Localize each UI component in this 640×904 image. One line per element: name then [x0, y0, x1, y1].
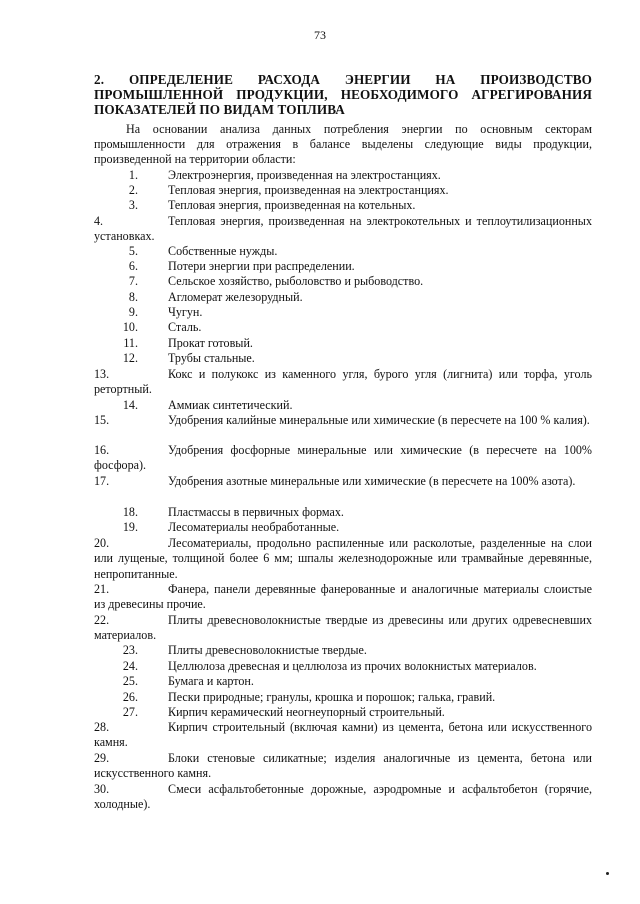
list-item-number: 12. [122, 351, 138, 365]
list-item-text: Кирпич строительный (включая камни) из цемента, бетона или искусственного камня. [94, 720, 592, 750]
intro-paragraph: На основании анализа данных потребления энергии по основным секторам промышленности для отражения в балансе выделены следующие виды продукции, произведенной на территории области: [94, 122, 592, 166]
list-item-number: 14. [122, 398, 138, 412]
list-item-number: 26. [122, 690, 138, 704]
list-item [94, 659, 592, 674]
list-item-text: Лесоматериалы необработанные. [168, 520, 340, 534]
list-item [94, 320, 592, 335]
list-item [94, 244, 592, 259]
list-item-number: 29. [94, 751, 110, 765]
list-item [94, 398, 592, 413]
list-item [94, 613, 592, 644]
list-item [94, 351, 592, 366]
list-item-number: 20. [94, 536, 110, 550]
list-item-text: Потери энергии при распределении. [168, 259, 355, 273]
list-item-number: 17. [94, 474, 110, 488]
list-item-text: Удобрения фосфорные минеральные или химические (в пересчете на 100% фосфора). [94, 443, 592, 473]
list-item [94, 168, 592, 183]
list-item-number: 28. [94, 720, 110, 734]
list-item-text: Целлюлоза древесная и целлюлоза из прочих волокнистых материалов. [168, 659, 537, 673]
list-item [94, 690, 592, 705]
scan-speck [606, 872, 609, 875]
list-item-text: Пластмассы в первичных формах. [168, 505, 344, 519]
list-item [94, 705, 592, 720]
list-item-text: Блоки стеновые силикатные; изделия аналогичные из цемента, бетона или искусственного камня. [94, 751, 592, 781]
list-item-number: 25. [122, 674, 138, 688]
list-item-number: 9. [128, 305, 138, 319]
list-item [94, 290, 592, 305]
list-item-number: 8. [128, 290, 138, 304]
list-item-number: 13. [94, 367, 110, 381]
list-item-number: 1. [128, 168, 138, 182]
list-item [94, 305, 592, 320]
list-item [94, 474, 592, 489]
list-item-text: Пески природные; гранулы, крошка и порошок; галька, гравий. [168, 690, 496, 704]
list-item-text: Бумага и картон. [168, 674, 254, 688]
list-item-number: 21. [94, 582, 110, 596]
list-item-number: 7. [128, 274, 138, 288]
list-item [94, 582, 592, 613]
list-item [94, 259, 592, 274]
list-item-number: 10. [122, 320, 138, 334]
list-item-number: 11. [123, 336, 138, 350]
list-item-text: Чугун. [168, 305, 203, 319]
list-item-text: Прокат готовый. [168, 336, 253, 350]
list-item-number: 16. [94, 443, 110, 457]
list-item-number: 3. [128, 198, 138, 212]
list-item [94, 674, 592, 689]
list-item-number: 23. [122, 643, 138, 657]
list-item-number: 15. [94, 413, 110, 427]
list-item-text: Электроэнергия, произведенная на электростанциях. [168, 168, 441, 182]
list-item [94, 643, 592, 658]
list-item-text: Аммиак синтетический. [168, 398, 293, 412]
list-item-number: 5. [128, 244, 138, 258]
list-item-number: 19. [122, 520, 138, 534]
list-item-text: Тепловая энергия, произведенная на котельных. [168, 198, 416, 212]
list-item [94, 336, 592, 351]
list-item-text: Смеси асфальтобетонные дорожные, аэродромные и асфальтобетон (горячие, холодные). [94, 782, 592, 812]
list-item [94, 413, 592, 428]
list-item [94, 274, 592, 289]
list-item-text: Плиты древесноволокнистые твердые. [168, 643, 367, 657]
list-item-number: 6. [128, 259, 138, 273]
list-item-number: 27. [122, 705, 138, 719]
list-item [94, 443, 592, 474]
list-item [94, 720, 592, 751]
list-item [94, 536, 592, 582]
list-item-text: Тепловая энергия, произведенная на электрокотельных и теплоутилизационных установках. [94, 214, 592, 244]
list-item [94, 751, 592, 782]
list-item-number: 24. [122, 659, 138, 673]
list-item-text: Сельское хозяйство, рыболовство и рыбоводство. [168, 274, 424, 288]
list-item-number: 18. [122, 505, 138, 519]
list-item [94, 782, 592, 813]
list-item [94, 505, 592, 520]
list-item [94, 367, 592, 398]
list-item-text: Плиты древесноволокнистые твердые из древесины или других одревесневших материалов. [94, 613, 592, 643]
list-item [94, 520, 592, 535]
list-item [94, 198, 592, 213]
list-item-number: 2. [128, 183, 138, 197]
list-item-number: 4. [94, 214, 104, 228]
section-heading: 2. ОПРЕДЕЛЕНИЕ РАСХОДА ЭНЕРГИИ НА ПРОИЗВОДСТВО ПРОМЫШЛЕННОЙ ПРОДУКЦИИ, НЕОБХОДИМОГО АГРЕГИРОВАНИЯ ПОКАЗАТЕЛЕЙ ПО ВИДАМ ТОПЛИВА [94, 72, 592, 117]
list-item-text: Сталь. [168, 320, 202, 334]
list-item-number: 22. [94, 613, 110, 627]
list-item-text: Кирпич керамический неогнеупорный строительный. [168, 705, 445, 719]
list-item [94, 183, 592, 198]
list-item-text: Кокс и полукокс из каменного угля, бурого угля (лигнита) или торфа, уголь ретортный. [94, 367, 592, 397]
list-item [94, 214, 592, 245]
list-item-text: Агломерат железорудный. [168, 290, 303, 304]
list-item-text: Фанера, панели деревянные фанерованные и аналогичные материалы слоистые из древесины прочие. [94, 582, 592, 612]
page-number: 73 [314, 28, 326, 42]
list-item-text: Удобрения азотные минеральные или химические (в пересчете на 100% азота). [168, 474, 576, 488]
list-item-text: Трубы стальные. [168, 351, 255, 365]
list-item-number: 30. [94, 782, 110, 796]
list-item-text: Тепловая энергия, произведенная на электростанциях. [168, 183, 449, 197]
list-item-text: Удобрения калийные минеральные или химические (в пересчете на 100 % калия). [168, 413, 590, 427]
list-item-text: Лесоматериалы, продольно распиленные или расколотые, разделенные на слои или лущеные, толщиной более 6 мм; шпалы железнодорожные или трамвайные деревянные, непропитанные. [94, 536, 592, 581]
list-item-text: Собственные нужды. [168, 244, 278, 258]
